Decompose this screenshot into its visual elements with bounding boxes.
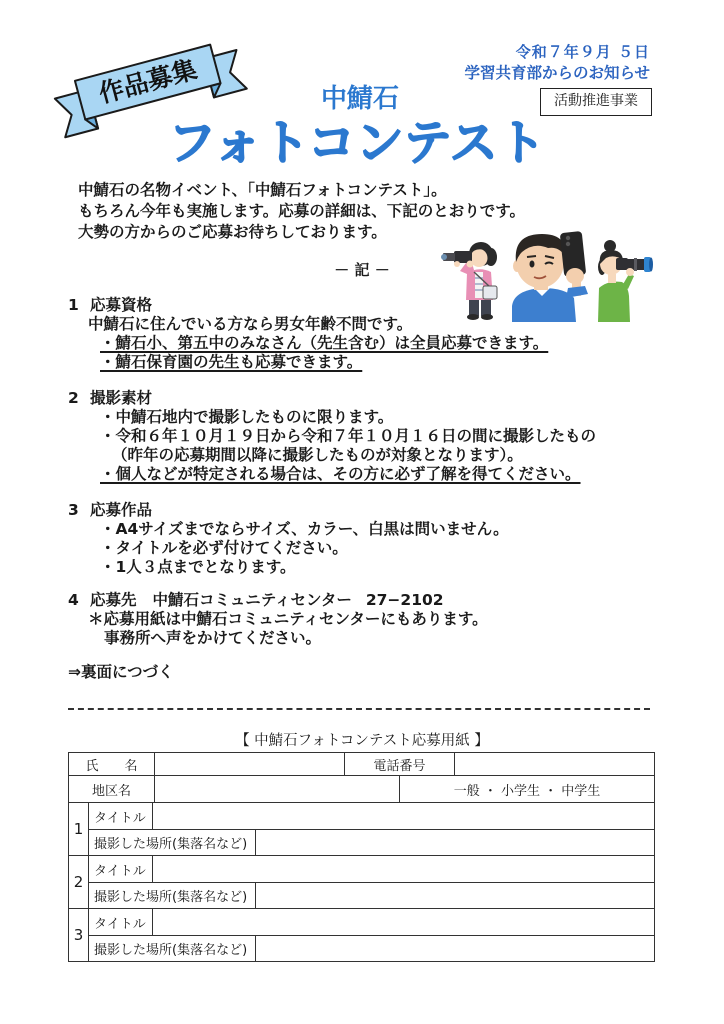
phone-field [455,753,655,776]
entry-block [69,856,655,909]
cut-line [68,708,650,710]
intro-line: もちろん今年も実施します。応募の詳細は、下記のとおりです。 [78,202,526,220]
district-field [155,776,400,803]
form-row-name [69,753,655,776]
section-line: ・鯖石小、第五中のみなさん（先生含む）は全員応募できます。 [100,334,549,352]
section-title: 応募先 [90,591,137,609]
section-heading [68,501,509,520]
contact-phone: 27−2102 [365,591,444,609]
section-line: ＊応募用紙は中鯖石コミュニティセンターにもあります。 [88,610,488,628]
photo-title-label: タイトル [89,909,153,936]
photo-location-label: 撮影した場所(集落名など) [89,936,256,962]
section-eligibility [68,296,548,372]
section-entries [68,501,509,577]
section-submission [68,591,488,648]
section-title: 応募資格 [90,296,153,314]
department-notice: 学習共育部からのお知らせ [464,64,650,82]
intro-line: 大勢の方からのご応募お待ちしております。 [78,223,387,241]
photo-title-field [153,909,655,936]
section-materials [68,389,596,484]
intro-line: 中鯖石の名物イベント、「中鯖石フォトコンテスト」。 [78,181,447,199]
section-heading [68,389,596,408]
district-label: 地区名 [69,776,155,803]
phone-label: 電話番号 [345,753,455,776]
section-number: 3 [68,501,79,519]
name-field [155,753,345,776]
section-line: （昨年の応募期間以降に撮影したものが対象となります）。 [112,446,523,464]
form-row-district [69,776,655,803]
section-title: 応募作品 [90,501,153,519]
photo-location-field [256,936,655,962]
section-line: ・中鯖石地内で撮影したものに限ります。 [100,408,394,426]
photo-title-label: タイトル [89,856,153,883]
section-heading [68,296,548,315]
title-area-name: 中鯖石 [320,84,399,114]
entry-number: 2 [69,856,89,909]
photo-title-label: タイトル [89,803,153,830]
photo-title-field [153,803,655,830]
photo-location-label: 撮影した場所(集落名など) [89,883,256,909]
page-title: フォトコンテスト [168,115,546,171]
banner-label: 作品募集 [95,54,200,109]
section-line: ・A4サイズまでならサイズ、カラー、白黒は問いません。 [100,520,509,538]
entry-block [69,803,655,856]
photo-location-field [256,883,655,909]
photo-title-field [153,856,655,883]
section-line: ・タイトルを必ず付けてください。 [100,539,348,557]
continued-note: ⇒裏面につづく [68,663,174,681]
photo-location-field [256,830,655,856]
section-number: 4 [68,591,79,609]
telephoto-woman-illustration [598,240,653,322]
entry-block [69,909,655,962]
form-title: 【 中鯖石フォトコンテスト応募用紙 】 [235,733,489,749]
contact-name: 中鯖石コミュニティセンター [152,591,352,609]
entry-number: 3 [69,909,89,962]
name-label: 氏 名 [69,753,155,776]
category-options: 一般 ・ 小学生 ・ 中学生 [400,776,655,803]
entry-number: 1 [69,803,89,856]
section-line: ・1人３点までとなります。 [100,558,296,576]
section-number: 1 [68,296,79,314]
section-title: 撮影素材 [90,389,153,407]
section-line: ・個人などが特定される場合は、その方に必ず了解を得てください。 [100,465,581,483]
entry-form-table [68,752,655,962]
issue-date: 令和７年９月 ５日 [515,43,650,61]
section-line: ・鯖石保育園の先生も応募できます。 [100,353,363,371]
section-number: 2 [68,389,79,407]
ki-separator: － 記 － [334,261,390,279]
section-line: ・令和６年１０月１９日から令和７年１０月１６日の間に撮影したもの [100,427,597,445]
section-heading [68,591,488,610]
photo-location-label: 撮影した場所(集落名など) [89,830,256,856]
program-label-box: 活動推進事業 [540,88,652,116]
section-line: 中鯖石に住んでいる方なら男女年齢不問です。 [88,315,413,333]
section-line: 事務所へ声をかけてください。 [104,629,322,647]
